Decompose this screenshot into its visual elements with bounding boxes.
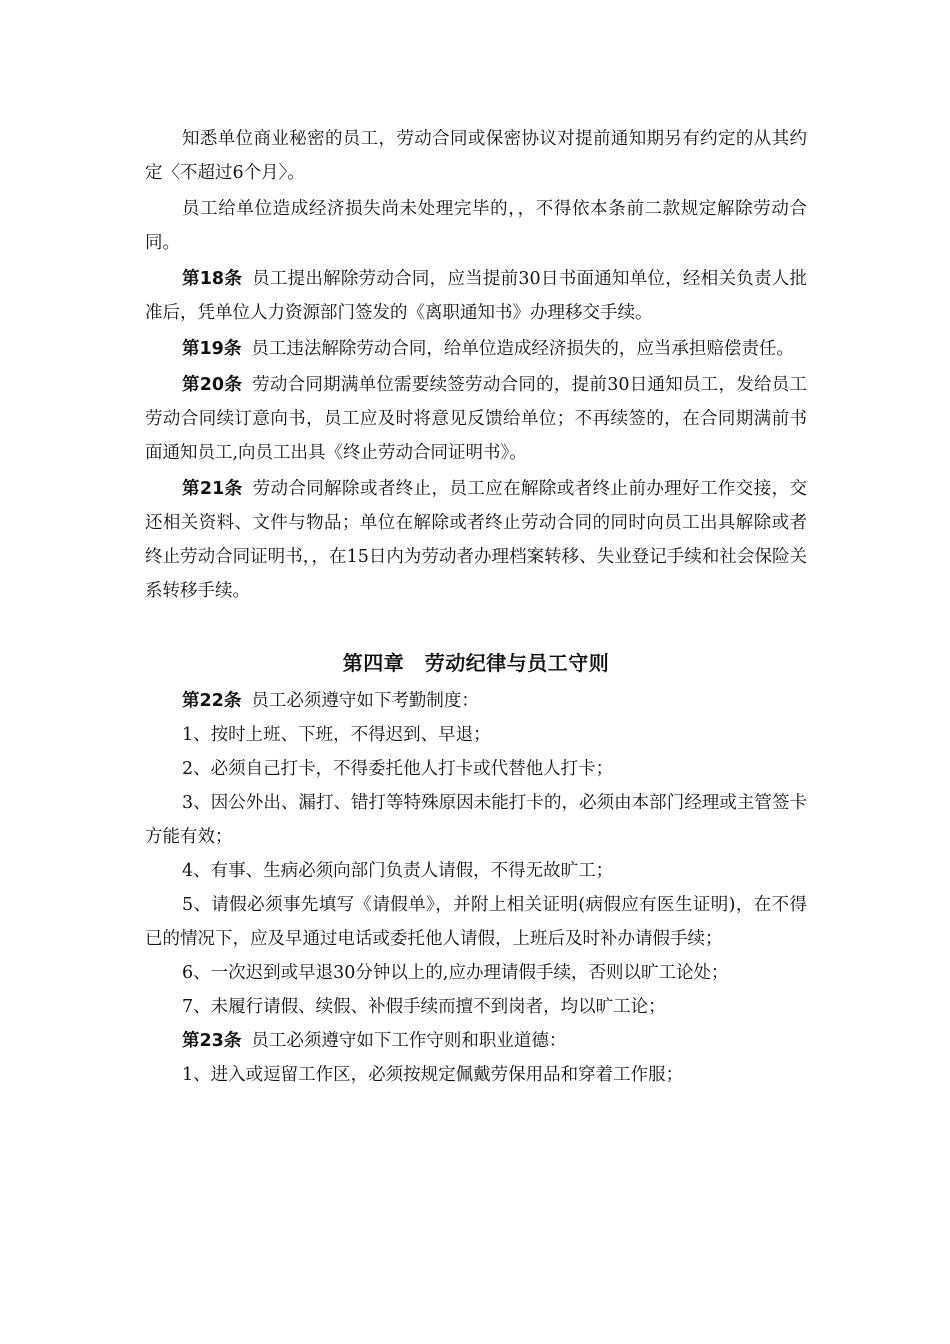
article-number: 第18条 xyxy=(182,269,243,289)
article-number: 第22条 xyxy=(182,691,242,711)
article-23: 第23条 员工必须遵守如下工作守则和职业道德： xyxy=(182,1031,567,1051)
document-body xyxy=(145,122,807,1092)
list-item: 2、必须自己打卡，不得委托他人打卡或代替他人打卡； xyxy=(182,759,614,779)
article-19: 第19条 员工违法解除劳动合同，给单位造成经济损失的，应当承担赔偿责任。 xyxy=(182,339,794,359)
article-number: 第20条 xyxy=(182,375,243,395)
paragraph: 知悉单位商业秘密的员工，劳动合同或保密协议对提前通知期另有约定的从其约定〈不超过6个月〉。 xyxy=(145,129,807,183)
article-21: 第21条 劳动合同解除或者终止，员工应在解除或者终止前办理好工作交接，交还相关资料、文件与物品；单位在解除或者终止劳动合同的同时向员工出具解除或者终止劳动合同证明书，，在15日内为劳动者办理档案转移、失业登记手续和社会保险关系转移手续。 xyxy=(145,479,808,601)
list-item: 6、一次迟到或早退30分钟以上的,应办理请假手续，否则以旷工论处； xyxy=(182,963,729,983)
article-number: 第21条 xyxy=(182,479,243,499)
article-number: 第23条 xyxy=(182,1031,242,1051)
article-number: 第19条 xyxy=(182,339,242,359)
list-item: 4、有事、生病必须向部门负责人请假，不得无故旷工； xyxy=(182,861,614,881)
list-item: 5、请假必须事先填写《请假单》，并附上相关证明(病假应有医生证明)，在不得已的情况下，应及早通过电话或委托他人请假，上班后及时补办请假手续； xyxy=(145,895,807,949)
list-item: 1、按时上班、下班，不得迟到、早退； xyxy=(182,725,491,745)
article-22: 第22条 员工必须遵守如下考勤制度： xyxy=(182,691,479,711)
list-item: 1、进入或逗留工作区，必须按规定佩戴劳保用品和穿着工作服； xyxy=(182,1065,684,1085)
list-item: 3、因公外出、漏打、错打等特殊原因未能打卡的，必须由本部门经理或主管签卡方能有效； xyxy=(145,793,807,847)
list-item: 7、未履行请假、续假、补假手续而擅不到岗者，均以旷工论； xyxy=(182,997,666,1017)
paragraph: 员工给单位造成经济损失尚未处理完毕的，，不得依本条前二款规定解除劳动合同。 xyxy=(145,199,807,253)
article-18: 第18条 员工提出解除劳动合同，应当提前30日书面通知单位，经相关负责人批准后，凭单位人力资源部门签发的《离职通知书》办理移交手续。 xyxy=(145,269,807,323)
article-20: 第20条 劳动合同期满单位需要续签劳动合同的，提前30日通知员工，发给员工劳动合同续订意向书，员工应及时将意见反馈给单位；不再续签的，在合同期满前书面通知员工,向员工出具《终止劳动合同证明书》。 xyxy=(145,375,807,463)
chapter-title: 第四章 劳动纪律与员工守则 xyxy=(342,651,610,675)
